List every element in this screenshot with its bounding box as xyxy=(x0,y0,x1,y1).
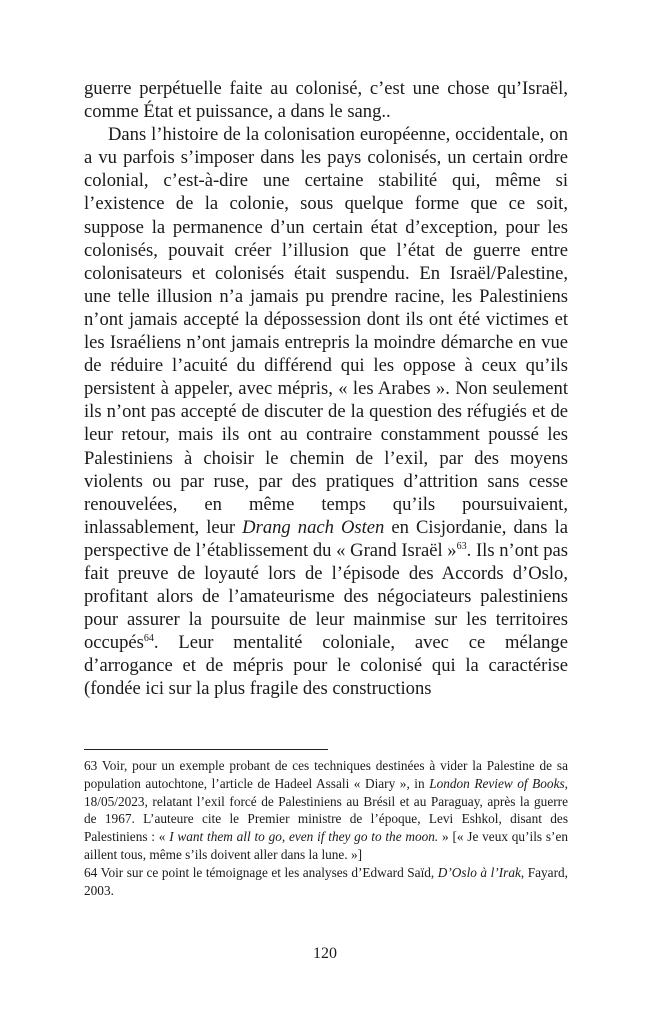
footnote-separator xyxy=(84,749,328,750)
paragraph-2: Dans l’histoire de la colonisation européenne, occidentale, on a vu parfois s’imposer dans les pays colonisés, un certain ordre colonial, c’est-à-dire une certaine stabilité qui, même si l’existence de la colonie, sous quelque forme que ce soit, suppose la permanence d’un certain état d’exception, pour les colonisés, pouvait créer l’illusion que l’état de guerre entre colonisateurs et colonisés était suspendu. En Israël/Palestine, une telle illusion n’a jamais pu prendre racine, les Palestiniens n’ont jamais accepté la dépossession dont ils ont été victimes et les Israéliens n’ont jamais entrepris la moindre démarche en vue de réduire l’acuité du différend qui les oppose à ceux qu’ils persistent à appeler, avec mépris, « les Arabes ». Non seulement ils n’ont pas accepté de discuter de la question des réfugiés et de leur retour, mais ils ont au contraire constamment poussé les Palestiniens à choisir le chemin de l’exil, par des moyens violents ou par ruse, par des pratiques d’attrition sans cesse renouvelées, en même temps qu’ils poursuivaient, inlassablement, leur Drang nach Osten en Cisjordanie, dans la perspective de l’établissement du « Grand Israël »$^{63}$. Ils n’ont pas fait preuve de loyauté lors de l’épisode des Accords d’Oslo, profitant alors de l’amateurisme des négociateurs palestiniens pour assurer la poursuite de leur mainmise sur les territoires occupés$^{64}$. Leur mentalité coloniale, avec ce mélange d’arrogance et de mépris pour le colonisé qui la caractérise (fondée ici sur la plus fragile des constructions xyxy=(84,124,568,700)
body-text xyxy=(84,77,568,701)
footnote-ref-64[interactable]: 64 xyxy=(143,633,154,645)
footnotes xyxy=(84,757,568,899)
italic-drang-nach-osten: Drang nach Osten xyxy=(242,516,385,538)
paragraph-1: guerre perpétuelle faite au colonisé, c’est une chose qu’Israël, comme État et puissance, a dans le sang.. xyxy=(84,78,568,123)
page-number: 120 xyxy=(313,945,337,962)
footnote-64: 64 Voir sur ce point le témoignage et les analyses d’Edward Saïd, D’Oslo à l’Irak, Fayard, 2003. xyxy=(84,864,568,898)
footnote-63: 63 Voir, pour un exemple probant de ces techniques destinées à vider la Palestine de sa population autochtone, l’article de Hadeel Assali « Diary », in London Review of Books, 18/05/2023, relatant l’exil forcé de Palestiniens au Brésil et au Paraguay, après la guerre de 1967. L’auteure cite le Premier ministre de l’époque, Levi Eshkol, disant des Palestiniens : « I want them all to go, even if they go to the moon. » [« Je veux qu’ils s’en aillent tous, même s’ils doivent aller dans la lune. »] xyxy=(84,758,568,862)
footnote-ref-63[interactable]: 63 xyxy=(456,540,467,552)
